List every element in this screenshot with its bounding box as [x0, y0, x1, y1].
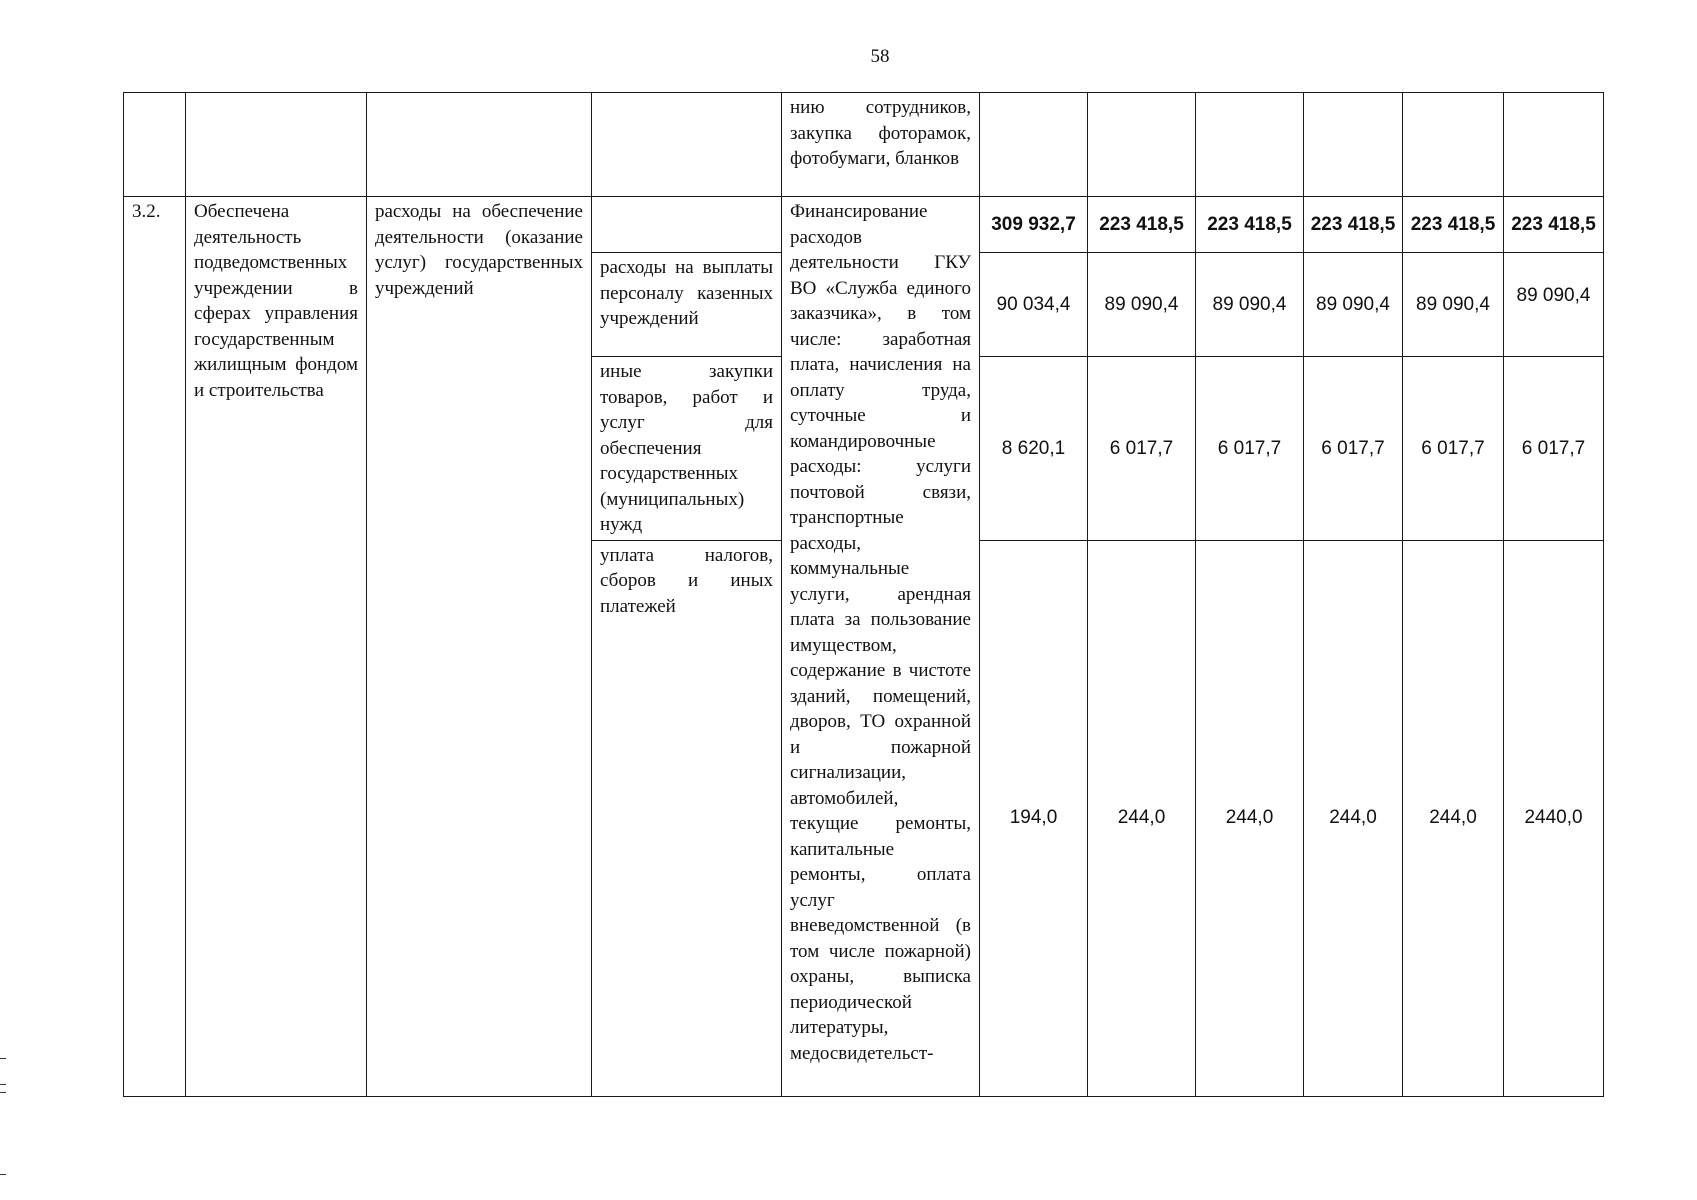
procurement-value-5: 6 017,7	[1403, 357, 1504, 541]
table-row-carry-over	[124, 93, 1604, 197]
total-value-6: 223 418,5	[1504, 197, 1604, 253]
taxes-value-6: 2440,0	[1504, 540, 1604, 1096]
carry-cell-expense-type	[367, 93, 592, 197]
row-index: 3.2.	[124, 197, 186, 1097]
total-value-2: 223 418,5	[1088, 197, 1196, 253]
row-subrow-empty	[592, 197, 782, 253]
carry-cell-value-3	[1196, 93, 1304, 197]
carry-cell-index	[124, 93, 186, 197]
personnel-value-1: 90 034,4	[980, 253, 1088, 357]
total-value-5: 223 418,5	[1403, 197, 1504, 253]
carry-cell-value-2	[1088, 93, 1196, 197]
scan-mark	[0, 1058, 6, 1059]
carry-cell-value-4	[1304, 93, 1403, 197]
taxes-value-1: 194,0	[980, 540, 1088, 1096]
row-expense-type: расходы на обеспечение деятельности (оказание услуг) государственных учреждений	[367, 197, 592, 1097]
taxes-value-2: 244,0	[1088, 540, 1196, 1096]
carry-cell-subrow	[592, 93, 782, 197]
total-value-4: 223 418,5	[1304, 197, 1403, 253]
carry-cell-goal	[186, 93, 367, 197]
subrow-label-procurement: иные закупки товаров, работ и услуг для обеспечения государственных (муниципальных) нужд	[592, 357, 782, 541]
scan-mark	[0, 1084, 6, 1085]
personnel-value-3: 89 090,4	[1196, 253, 1304, 357]
row-description: Финансирование расходов деятельности ГКУ ВО «Служба единого заказчика», в том числе: заработная плата, начисления на оплату труда, суточные и командировочные расходы: услуги почтовой связи, транспортные расходы, коммунальные услуги, арендная плата за пользование имуществом, содержание в чистоте зданий, помещений, дворов, ТО охранной и пожарной сигнализации, автомобилей, текущие ремонты, капитальные ремонты, оплата услуг вневедомственной (в том числе пожарной) охраны, выписка периодической литературы, медосвидетельст-	[782, 197, 980, 1097]
table-row-totals	[124, 197, 1604, 253]
carry-cell-value-6	[1504, 93, 1604, 197]
carry-cell-value-5	[1403, 93, 1504, 197]
procurement-value-2: 6 017,7	[1088, 357, 1196, 541]
carry-cell-description: нию сотрудников, закупка фоторамок, фотобумаги, бланков	[782, 93, 980, 197]
carry-cell-value-1	[980, 93, 1088, 197]
taxes-value-5: 244,0	[1403, 540, 1504, 1096]
taxes-value-3: 244,0	[1196, 540, 1304, 1096]
scan-mark	[0, 1092, 6, 1093]
procurement-value-4: 6 017,7	[1304, 357, 1403, 541]
total-value-1: 309 932,7	[980, 197, 1088, 253]
budget-table	[123, 92, 1604, 1097]
page-number: 58	[870, 46, 890, 67]
procurement-value-3: 6 017,7	[1196, 357, 1304, 541]
total-value-3: 223 418,5	[1196, 197, 1304, 253]
subrow-label-personnel: расходы на выплаты персоналу казенных учреждений	[592, 253, 782, 357]
row-goal: Обеспечена деятельность подведомственных учреждении в сферах управления государственным жилищным фондом и строительства	[186, 197, 367, 1097]
scan-mark	[0, 1174, 6, 1175]
taxes-value-4: 244,0	[1304, 540, 1403, 1096]
subrow-label-taxes: уплата налогов, сборов и иных платежей	[592, 540, 782, 1096]
procurement-value-1: 8 620,1	[980, 357, 1088, 541]
personnel-value-6: 89 090,4	[1504, 253, 1604, 357]
procurement-value-6: 6 017,7	[1504, 357, 1604, 541]
personnel-value-4: 89 090,4	[1304, 253, 1403, 357]
personnel-value-5: 89 090,4	[1403, 253, 1504, 357]
personnel-value-2: 89 090,4	[1088, 253, 1196, 357]
